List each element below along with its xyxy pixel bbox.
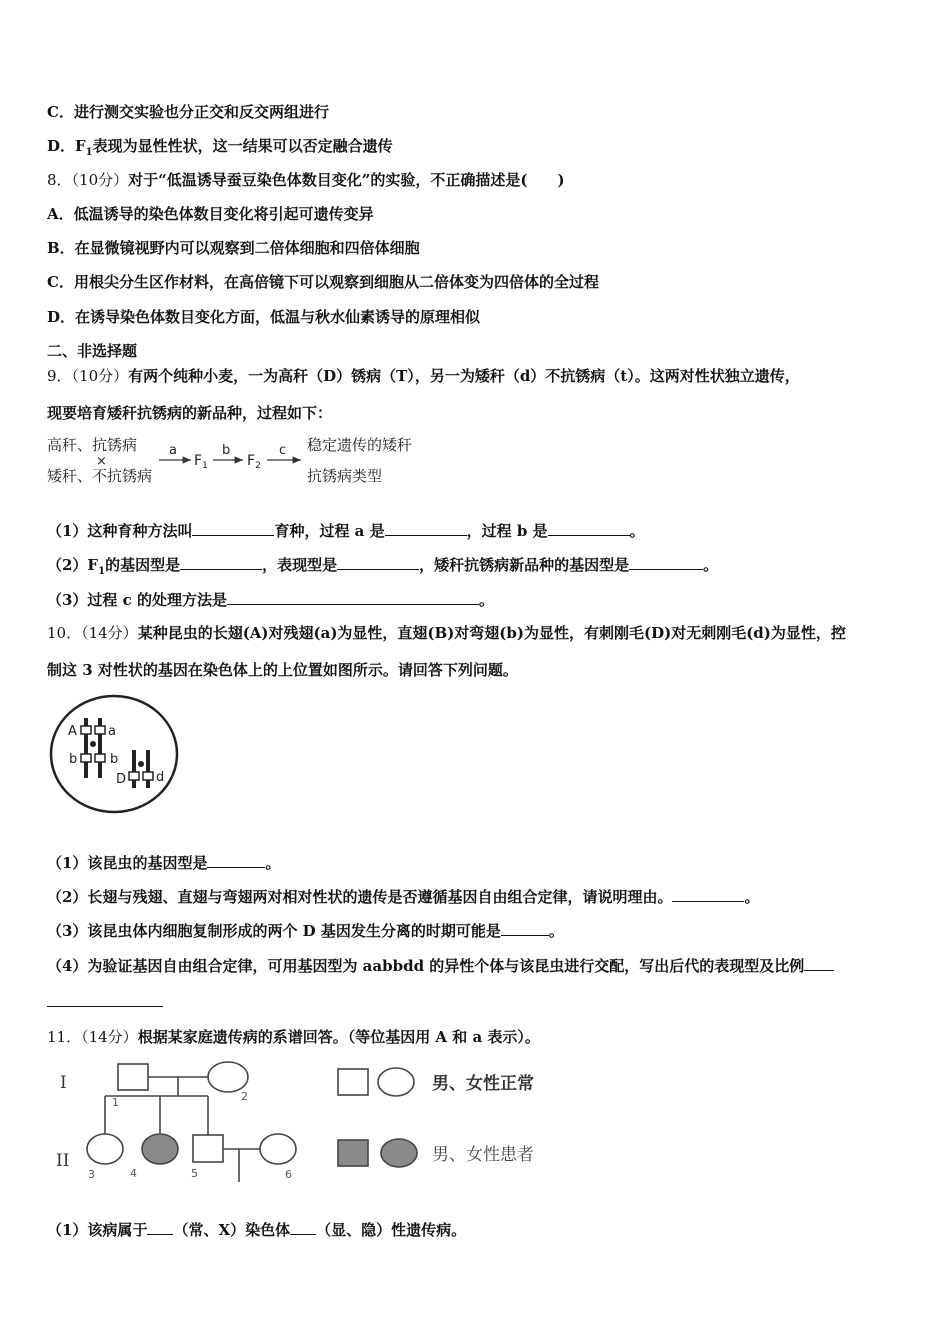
section-heading: 二、非选择题: [47, 342, 138, 360]
q8-text: 对于“低温诱导蚕豆染色体数目变化”的实验，不正确描述是( ): [128, 171, 565, 189]
pedigree-female-normal-6: [260, 1134, 296, 1164]
q9-stem-line2: 现要培育矮秆抗锈病的新品种，过程如下：: [47, 404, 333, 422]
q8-stem: [47, 170, 565, 190]
gene-b2-label: b: [110, 752, 119, 767]
q8-option-c: C．用根尖分生区作材料，在高倍镜下可以观察到细胞从二倍体变为四倍体的全过程: [47, 273, 599, 291]
q9-part1: （1）这种育种方法叫 育种，过程 a 是 ，过程 b 是 。: [47, 522, 645, 540]
gene-b1-label: b: [69, 752, 78, 767]
gene-A-label: A: [68, 724, 77, 739]
result-line1: 稳定遗传的矮秆: [307, 436, 413, 454]
answer-blank[interactable]: [629, 555, 703, 570]
q8-option-d: D．在诱导染色体数目变化方面，低温与秋水仙素诱导的原理相似: [47, 308, 481, 326]
individual-number-6: 6: [285, 1168, 292, 1181]
q9-part3: （3）过程 c 的处理方法是 。: [47, 591, 495, 609]
q11-part1: （1）该病属于 （常、X）染色体 （显、隐）性遗传病。: [47, 1221, 467, 1239]
answer-blank[interactable]: [337, 555, 419, 570]
generation-I-label: I: [60, 1073, 67, 1093]
answer-blank[interactable]: [548, 521, 630, 536]
arrow-a-label: a: [169, 443, 177, 458]
q10-number: 10．（14分）: [47, 624, 138, 642]
legend-normal-label: 男、女性正常: [432, 1074, 534, 1094]
arrow-b-label: b: [222, 443, 231, 458]
pedigree-female-normal-3: [87, 1134, 123, 1164]
q10-stem-line2: 制这 3 对性状的基因在染色体上的上位置如图所示。请回答下列问题。: [47, 661, 518, 679]
gene-locus: [81, 754, 91, 762]
answer-blank[interactable]: [501, 921, 549, 936]
q8-number: 8．（10分）: [47, 171, 129, 189]
pedigree-svg: [48, 1058, 568, 1188]
q9-number: 9．（10分）: [47, 367, 129, 385]
individual-number-1: 1: [112, 1096, 119, 1109]
generation-II-label: II: [56, 1151, 70, 1171]
answer-blank[interactable]: [672, 887, 744, 902]
q9-text: 有两个纯种小麦，一为高秆（D）锈病（T），另一为矮秆（d）不抗锈病（t）。这两对性状独立遗传，: [128, 367, 800, 385]
gene-locus: [143, 772, 153, 780]
answer-blank[interactable]: [207, 853, 265, 868]
answer-blank[interactable]: [227, 590, 479, 605]
gene-locus: [95, 754, 105, 762]
result-line2: 抗锈病类型: [307, 467, 383, 485]
gene-locus: [129, 772, 139, 780]
q7-option-c: C．进行测交实验也分正交和反交两组进行: [47, 103, 329, 121]
q10-part4-continuation: [47, 992, 163, 1012]
q9-stem: [47, 366, 800, 386]
q10-part4: （4）为验证基因自由组合定律，可用基因型为 aabbdd 的异性个体与该昆虫进行交配，写出后代的表现型及比例: [47, 956, 834, 976]
q7-option-d: [47, 136, 393, 163]
chromosome-svg: [48, 692, 182, 816]
legend-female-affected: [381, 1139, 417, 1167]
individual-number-2: 2: [241, 1090, 248, 1103]
pedigree-chart: [48, 1058, 568, 1188]
individual-number-4: 4: [130, 1167, 137, 1180]
legend-female-normal: [378, 1068, 414, 1096]
q11-text: 根据某家庭遗传病的系谱回答。（等位基因用 A 和 a 表示）。: [137, 1028, 540, 1046]
legend-affected-label: 男、女性患者: [432, 1145, 534, 1165]
q8-option-b: B．在显微镜视野内可以观察到二倍体细胞和四倍体细胞: [47, 239, 420, 257]
answer-blank[interactable]: [147, 1220, 173, 1235]
f2-label: $F_2$: [247, 453, 261, 471]
q10-part2: （2）长翅与残翅、直翅与弯翅两对相对性状的遗传是否遵循基因自由组合定律，请说明理由。 。: [47, 888, 760, 906]
q7-d-rest: 表现为显性性状，这一结果可以否定融合遗传: [92, 137, 393, 155]
gene-a-label: a: [108, 724, 116, 739]
q10-part1: （1）该昆虫的基因型是 。: [47, 854, 281, 872]
q8-option-a: A．低温诱导的染色体数目变化将引起可遗传变异: [47, 205, 374, 223]
centromere: [138, 761, 144, 767]
gene-locus: [81, 726, 91, 734]
individual-number-3: 3: [88, 1168, 95, 1181]
breeding-diagram: [47, 434, 447, 490]
q11-number: 11．（14分）: [47, 1028, 138, 1046]
parent2-label: 矮秆、不抗锈病: [47, 467, 153, 485]
legend-male-affected: [338, 1140, 368, 1166]
cross-symbol: ×: [96, 454, 107, 469]
q9-part2: $(2)F_1$的基因型是 ，表现型是 ，矮秆抗锈病新品种的基因型是 。: [47, 556, 719, 577]
breeding-diagram-svg: [47, 434, 447, 490]
gene-locus: [95, 726, 105, 734]
gene-d-label: d: [156, 770, 165, 785]
q10-part3: （3）该昆虫体内细胞复制形成的两个 D 基因发生分离的时期可能是 。: [47, 922, 564, 940]
answer-blank[interactable]: [804, 956, 834, 971]
arrow-c-label: c: [279, 443, 287, 458]
answer-blank[interactable]: [385, 521, 467, 536]
answer-blank[interactable]: [180, 555, 262, 570]
pedigree-male-normal-1: [118, 1064, 148, 1090]
parent1-label: 高秆、抗锈病: [47, 436, 138, 454]
answer-blank[interactable]: [47, 992, 163, 1007]
individual-number-5: 5: [191, 1167, 198, 1180]
legend-male-normal: [338, 1069, 368, 1095]
answer-blank[interactable]: [290, 1220, 316, 1235]
answer-blank[interactable]: [192, 521, 274, 536]
q11-stem: [47, 1027, 540, 1047]
pedigree-male-normal-5: [193, 1135, 223, 1162]
centromere: [90, 741, 96, 747]
gene-D-label: D: [116, 772, 127, 787]
pedigree-female-normal-2: [208, 1062, 248, 1092]
q10-stem: [47, 623, 846, 643]
q7-d-prefix: D．F: [47, 137, 86, 155]
chromosome-figure: [48, 692, 182, 816]
q7-d-sub: 1: [85, 147, 93, 158]
f1-label: $F_1$: [194, 453, 208, 471]
q10-text: 某种昆虫的长翅(A)对残翅(a)为显性，直翅(B)对弯翅(b)为显性，有刺刚毛(D)对无刺刚毛(d)为显性，控: [137, 624, 846, 642]
pedigree-female-affected-4: [142, 1134, 178, 1164]
